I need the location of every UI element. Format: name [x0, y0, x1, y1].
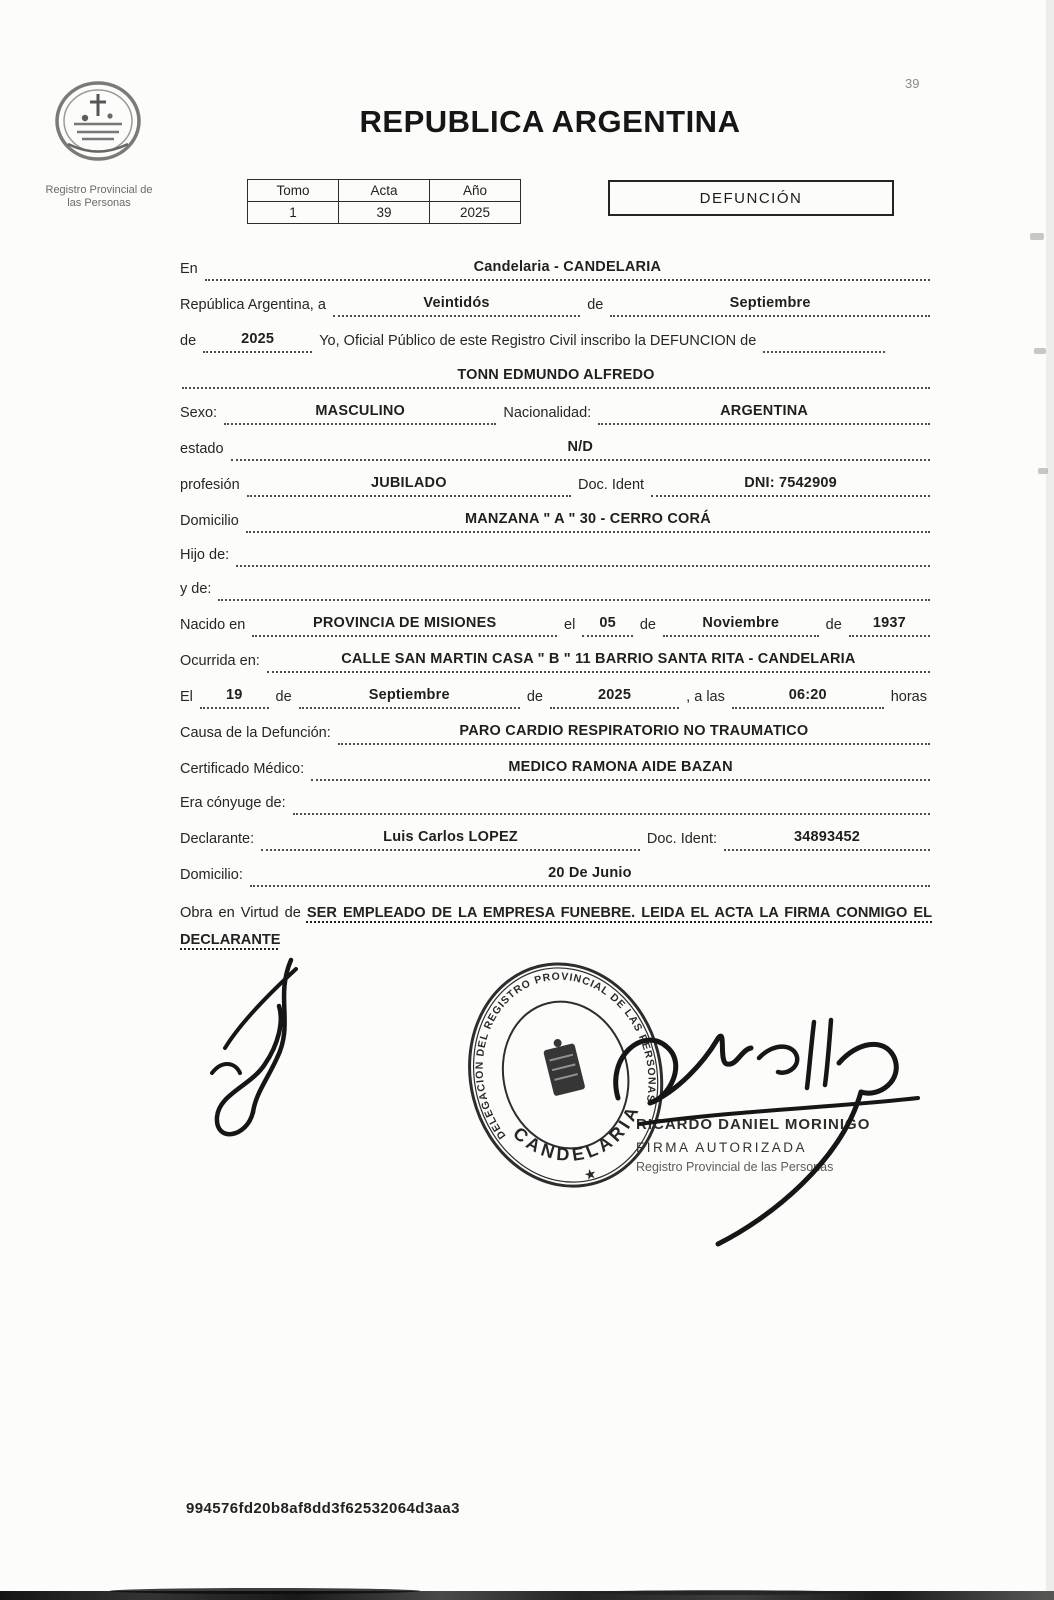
form-label: de: [825, 617, 842, 633]
form-field: [763, 349, 884, 353]
form-field-value: Veintidós: [423, 295, 490, 311]
form-field-value: N/D: [567, 439, 594, 455]
stamp-star-icon: ★: [582, 1164, 599, 1184]
form-label: , a las: [686, 689, 725, 705]
stamp-bottom-text: CANDELARIA: [509, 1100, 644, 1166]
table-value-acta: 39: [339, 202, 430, 224]
form-field: [218, 597, 930, 601]
form-field: [724, 828, 930, 851]
form-field: [582, 614, 633, 637]
form-field-value: JUBILADO: [370, 475, 447, 491]
form-label: horas: [890, 689, 927, 705]
form-field-value: DNI: 7542909: [744, 475, 837, 491]
form-label: de: [275, 689, 292, 705]
form-field: [550, 686, 679, 709]
form-field: [250, 864, 930, 887]
form-label: de: [587, 297, 604, 313]
form-label: Ocurrida en:: [180, 653, 260, 669]
form-label: Domicilio:: [180, 867, 243, 883]
form-label: Causa de la Defunción:: [180, 725, 331, 741]
form-row: [180, 614, 932, 637]
official-organization: Registro Provincial de las Personas: [636, 1160, 834, 1174]
official-title: FIRMA AUTORIZADA: [636, 1140, 808, 1155]
form-field: [333, 294, 580, 317]
form-field-value: 2025: [598, 687, 632, 703]
document-type-box: [608, 180, 894, 216]
form-field-value: MASCULINO: [315, 403, 406, 419]
form-label: Certificado Médico:: [180, 761, 305, 777]
table-header-tomo: Tomo: [248, 180, 339, 202]
table-value-tomo: 1: [248, 202, 339, 224]
form-field: [231, 438, 930, 461]
document-hash: 994576fd20b8af8dd3f62532064d3aa3: [186, 1500, 460, 1517]
form-label: de: [180, 333, 197, 349]
form-row: [180, 794, 932, 815]
form-label: Domicilio: [180, 513, 239, 529]
table-header-acta: Acta: [339, 180, 430, 202]
form-label: Nacionalidad:: [503, 405, 592, 421]
form-field-value: Luis Carlos LOPEZ: [383, 829, 518, 845]
form-label: Nacido en: [180, 617, 246, 633]
form-row: [180, 650, 932, 673]
form-row: [180, 580, 932, 601]
form-field: [203, 330, 312, 353]
form-field-value: PROVINCIA DE MISIONES: [313, 615, 497, 631]
acta-reference-table: [247, 179, 521, 224]
form-row: [180, 864, 932, 887]
form-row: [180, 510, 932, 533]
form-field: [200, 686, 269, 709]
form-field-value: Septiembre: [729, 295, 811, 311]
form-label: Era cónyuge de:: [180, 795, 286, 811]
form-field-value: 1937: [872, 615, 906, 631]
obra-statement: [180, 900, 932, 954]
obra-value: SER EMPLEADO DE LA EMPRESA FUNEBRE. LEIDA EL ACTA LA FIRMA CONMIGO EL DECLARANTE: [180, 905, 932, 948]
form-field: [610, 294, 930, 317]
form-field: [732, 686, 884, 709]
form-label: Declarante:: [180, 831, 255, 847]
form-field: [598, 402, 930, 425]
form-field-value: MEDICO RAMONA AIDE BAZAN: [508, 759, 733, 775]
scan-edge-mark: [1034, 348, 1046, 354]
document-title: REPUBLICA ARGENTINA: [359, 104, 741, 139]
table-header-row: [248, 180, 521, 202]
form-label: República Argentina, a: [180, 297, 326, 313]
provincial-seal-icon: [52, 80, 144, 168]
scan-bottom-smudge-blob: [110, 1588, 420, 1594]
form-field-value: ARGENTINA: [720, 403, 809, 419]
form-field-value: Septiembre: [368, 687, 450, 703]
stamp-ring-text: DELEGACION DEL REGISTRO PROVINCIAL DE LAS PERSONAS: [473, 970, 658, 1142]
table-header-anio: Año: [430, 180, 521, 202]
logo-caption-line1: Registro Provincial de: [45, 184, 153, 196]
form-field-value: 34893452: [793, 829, 861, 845]
form-field: [261, 828, 640, 851]
logo-caption: [28, 184, 170, 210]
form-field: [311, 758, 930, 781]
form-field-value: 2025: [241, 331, 275, 347]
form-field-value: MANZANA " A " 30 - CERRO CORÁ: [464, 511, 711, 527]
scan-edge-mark: [1030, 233, 1044, 240]
scan-edge-strip: [1046, 0, 1054, 1600]
form-field: [849, 614, 930, 637]
form-field-value: 05: [599, 615, 616, 631]
form-row: [180, 722, 932, 745]
form-field-value: 19: [225, 687, 243, 703]
form-label: En: [180, 261, 198, 277]
form-row: [180, 474, 932, 497]
form-field: [338, 722, 930, 745]
form-field: [247, 474, 571, 497]
form-field-value: PARO CARDIO RESPIRATORIO NO TRAUMATICO: [459, 723, 809, 739]
form-row: [180, 828, 932, 851]
scan-bottom-smudge-blob: [590, 1590, 850, 1595]
form-field: [267, 650, 930, 673]
form-field: [293, 811, 930, 815]
stamp-center-emblem: [543, 1043, 585, 1096]
form-field: [651, 474, 930, 497]
logo-caption-line2: las Personas: [67, 197, 131, 209]
form-field-value: 20 De Junio: [548, 865, 632, 881]
form-field-value: Candelaria - CANDELARIA: [473, 259, 662, 275]
table-value-anio: 2025: [430, 202, 521, 224]
declarant-signature: [195, 952, 345, 1152]
form-label: de: [639, 617, 656, 633]
form-row: [180, 366, 932, 389]
form-field: [224, 402, 496, 425]
obra-label: Obra en Virtud de: [180, 905, 307, 921]
form-field-value: Noviembre: [702, 615, 780, 631]
form-label: profesión: [180, 477, 240, 493]
form-field: [182, 366, 930, 389]
form-field: [246, 510, 930, 533]
form-field-value: 06:20: [788, 687, 827, 703]
form-row: [180, 438, 932, 461]
form-label: y de:: [180, 581, 212, 597]
form-field-value: TONN EDMUNDO ALFREDO: [457, 367, 655, 383]
form-row: [180, 546, 932, 567]
form-field: [205, 258, 930, 281]
official-name: RICARDO DANIEL MORINIGO: [636, 1116, 871, 1133]
document-type-label: DEFUNCIÓN: [699, 189, 803, 207]
table-value-row: [248, 202, 521, 224]
scan-edge-mark: [1038, 468, 1048, 474]
provincial-seal-graphic: [52, 80, 144, 168]
form-row: [180, 258, 932, 281]
form-field: [299, 686, 520, 709]
form-row: [180, 686, 932, 709]
form-row: [180, 330, 932, 353]
form-rows: [180, 258, 932, 887]
form-label: Doc. Ident:: [646, 831, 717, 847]
form-label: de: [526, 689, 543, 705]
official-signature: [598, 1002, 930, 1264]
form-field: [252, 614, 557, 637]
form-row: [180, 758, 932, 781]
form-label: Yo, Oficial Público de este Registro Civil inscribo la DEFUNCION de: [319, 333, 757, 349]
form-field: [663, 614, 819, 637]
form-label: estado: [180, 441, 224, 457]
form-field-value: CALLE SAN MARTIN CASA " B " 11 BARRIO SANTA RITA - CANDELARIA: [341, 651, 856, 667]
form-label: El: [180, 689, 193, 705]
page-number: 39: [905, 76, 920, 91]
form-row: [180, 402, 932, 425]
form-field: [236, 563, 930, 567]
form-label: Doc. Ident: [577, 477, 645, 493]
form-row: [180, 294, 932, 317]
form-area: [180, 258, 932, 954]
form-label: Sexo:: [180, 405, 218, 421]
form-label: Hijo de:: [180, 547, 230, 563]
form-label: el: [564, 617, 576, 633]
